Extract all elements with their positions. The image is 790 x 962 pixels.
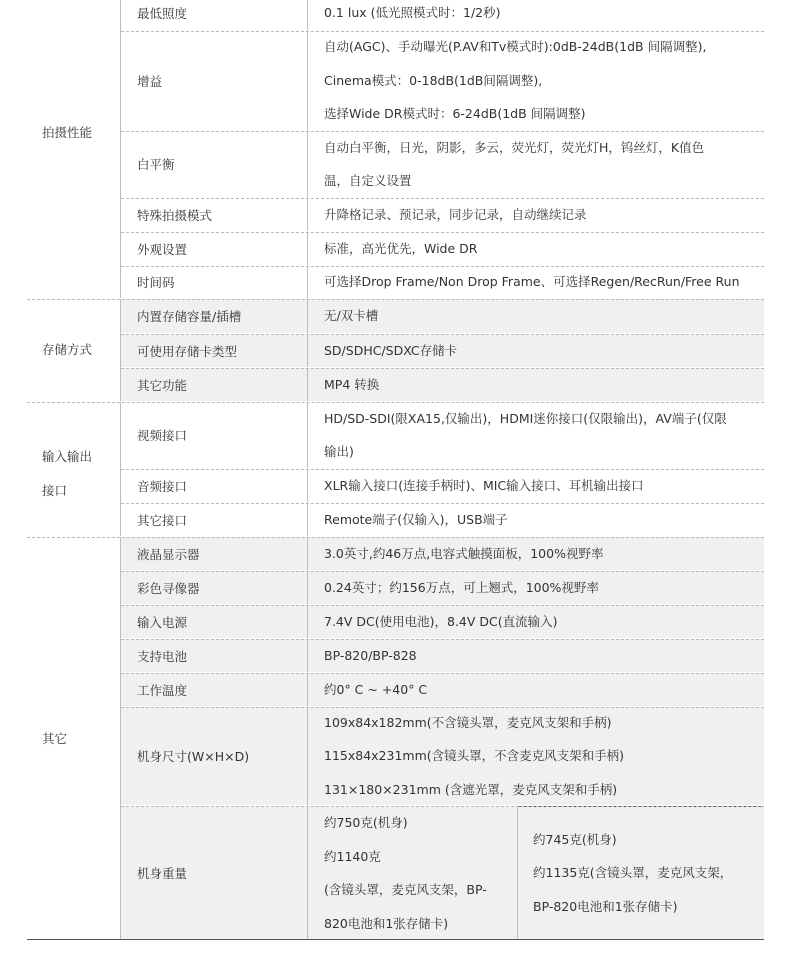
spec-value-line: 升降格记录、预记录，同步记录，自动继续记录: [324, 206, 587, 222]
column-divider: [307, 368, 308, 401]
spec-value: [324, 402, 754, 469]
column-divider: [307, 334, 308, 367]
spec-row: [121, 673, 764, 706]
spec-value-line: 约745克(机身): [533, 831, 617, 847]
spec-value-line: MP4 转换: [324, 376, 380, 392]
spec-label: 音频接口: [137, 478, 188, 494]
spec-label: 其它接口: [137, 512, 188, 528]
spec-value: [324, 639, 754, 673]
row-separator: [121, 334, 764, 335]
spec-value-line: XLR输入接口(连接手柄时)、MIC输入接口、耳机输出接口: [324, 477, 644, 493]
spec-value: [324, 30, 754, 131]
spec-section: [27, 299, 121, 401]
spec-value-line: 约0° C ~ +40° C: [324, 681, 428, 697]
row-separator: [121, 198, 764, 199]
spec-value-line: 输出): [324, 444, 354, 459]
column-divider: [307, 469, 308, 502]
spec-row: [121, 368, 764, 401]
spec-value: [324, 605, 754, 639]
spec-row: [121, 806, 764, 940]
spec-value-line: BP-820/BP-828: [324, 647, 417, 663]
spec-label: 支持电池: [137, 648, 188, 664]
spec-value: [324, 232, 754, 266]
spec-row: [121, 266, 764, 298]
column-divider: [307, 503, 308, 536]
spec-value: [324, 299, 754, 333]
section-separator: [27, 402, 764, 403]
spec-row: [121, 469, 764, 502]
row-separator: [121, 131, 764, 132]
spec-row: [121, 0, 764, 30]
spec-label: 输入电源: [137, 614, 188, 630]
spec-label: 时间码: [137, 275, 175, 290]
spec-value-line: 820电池和1张存储卡): [324, 915, 449, 931]
spec-value-line: SD/SDHC/SDXC存储卡: [324, 342, 458, 358]
spec-value-line: 131×180×231mm (含遮光罩，麦克风支架和手柄): [324, 781, 618, 797]
spec-label: 内置存储容量/插槽: [137, 309, 242, 324]
column-divider: [307, 402, 308, 468]
spec-label: 视频接口: [137, 428, 188, 443]
spec-value-line: 约1140克: [324, 848, 381, 864]
spec-label: 机身尺寸(W×H×D): [137, 749, 250, 764]
spec-section: [27, 537, 121, 940]
spec-label: 彩色寻像器: [137, 580, 200, 596]
section-separator: [27, 299, 764, 300]
spec-value-line: 约750克(机身): [324, 815, 408, 830]
spec-value-line: 无/双卡槽: [324, 308, 379, 324]
row-separator: [121, 571, 764, 572]
spec-value-line: 115x84x231mm(含镜头罩，不含麦克风支架和手柄): [324, 748, 625, 764]
spec-table: [27, 0, 764, 940]
spec-value-line: 109x84x182mm(不含镜头罩，麦克风支架和手柄): [324, 714, 612, 730]
spec-value-line: 自动白平衡，日光，阴影，多云，荧光灯，荧光灯H，钨丝灯，K值色: [324, 139, 705, 155]
column-divider: [307, 0, 308, 30]
spec-row: [121, 605, 764, 638]
spec-value-line: 自动(AGC)、手动曝光(P.AV和Tv模式时):0dB-24dB(1dB 间隔调整),: [324, 39, 707, 55]
weight-with-grip: [533, 823, 732, 924]
spec-value: [324, 537, 754, 571]
spec-row: [121, 198, 764, 231]
spec-value: [324, 503, 754, 537]
spec-label: 白平衡: [137, 157, 175, 172]
column-divider: [307, 707, 308, 805]
spec-value-line: HD/SD-SDI(限XA15,仅输出)，HDMI迷你接口(仅限输出)，AV端子(仅限: [324, 410, 727, 426]
spec-row: [121, 131, 764, 197]
row-separator: [121, 707, 764, 708]
spec-row: [121, 503, 764, 536]
column-divider: [307, 266, 308, 298]
section-separator: [27, 537, 764, 538]
row-separator: [121, 806, 764, 807]
column-divider: [307, 198, 308, 231]
spec-row: [121, 707, 764, 805]
spec-row: [121, 571, 764, 604]
weight-without-grip: [324, 806, 487, 940]
column-divider: [307, 673, 308, 706]
spec-value-line: BP-820电池和1张存储卡): [533, 898, 678, 914]
spec-row: [121, 334, 764, 367]
column-divider: [307, 639, 308, 672]
spec-value: [324, 0, 754, 30]
row-separator: [121, 368, 764, 369]
column-divider: [517, 806, 518, 940]
spec-label: 增益: [137, 73, 163, 89]
spec-label: 特殊拍摄模式: [137, 207, 213, 223]
spec-row: [121, 31, 764, 130]
spec-section: [27, 402, 121, 536]
row-separator: [121, 673, 764, 674]
spec-value-line: 约1135克(含镜头罩，麦克风支架，: [533, 865, 733, 881]
row-separator: [121, 639, 764, 640]
column-divider: [307, 31, 308, 130]
spec-value-line: 选择Wide DR模式时：6-24dB(1dB 间隔调整): [324, 106, 586, 122]
spec-value: [324, 673, 754, 707]
spec-value-line: (含镜头罩，麦克风支架，BP-: [324, 882, 487, 897]
column-divider: [307, 299, 308, 333]
spec-value-line: 可选择Drop Frame/Non Drop Frame、可选择Regen/RecRun/Free Run: [324, 274, 740, 290]
spec-value-line: 3.0英寸,约46万点,电容式触摸面板，100%视野率: [324, 545, 604, 561]
column-divider: [307, 571, 308, 604]
spec-value: [324, 334, 754, 368]
spec-label: 机身重量: [137, 866, 188, 881]
section-title: 拍摄性能: [42, 125, 93, 140]
spec-value: [324, 469, 754, 503]
column-divider: [307, 537, 308, 570]
section-title: 其它: [42, 730, 68, 746]
spec-value: [324, 198, 754, 232]
row-separator: [121, 469, 764, 470]
spec-label: 液晶显示器: [137, 546, 200, 562]
spec-section: [27, 0, 121, 298]
spec-row: [121, 232, 764, 265]
spec-row: [121, 299, 764, 333]
row-separator: [121, 605, 764, 606]
spec-value-line: 7.4V DC(使用电池)，8.4V DC(直流输入): [324, 613, 558, 629]
spec-label: 可使用存储卡类型: [137, 343, 238, 359]
spec-label: 最低照度: [137, 6, 188, 21]
spec-value: [324, 131, 754, 198]
spec-value-line: 标准，高光优先，Wide DR: [324, 240, 478, 256]
spec-row: [121, 639, 764, 672]
row-separator: [121, 503, 764, 504]
row-separator: [121, 232, 764, 233]
section-title: 存储方式: [42, 342, 93, 357]
spec-row: [121, 537, 764, 570]
spec-value: [324, 706, 754, 807]
spec-row: [121, 402, 764, 468]
row-separator: [121, 266, 764, 267]
section-title: 输入输出 接口: [42, 449, 93, 498]
row-separator: [121, 31, 764, 32]
spec-value-line: Cinema模式：0-18dB(1dB间隔调整),: [324, 72, 543, 88]
spec-value: [324, 265, 754, 299]
spec-label: 工作温度: [137, 682, 188, 698]
spec-value-line: 0.1 lux (低光照模式时：1/2秒): [324, 5, 501, 21]
spec-value: [324, 571, 754, 605]
spec-value-line: 0.24英寸；约156万点，可上翘式，100%视野率: [324, 579, 599, 595]
column-divider: [307, 605, 308, 638]
column-divider: [307, 806, 308, 940]
column-divider: [307, 232, 308, 265]
spec-label: 外观设置: [137, 241, 188, 257]
spec-value: [324, 368, 754, 402]
spec-value-line: Remote端子(仅输入)，USB端子: [324, 511, 508, 527]
column-divider: [307, 131, 308, 197]
spec-label: 其它功能: [137, 377, 188, 393]
table-bottom-border: [27, 939, 764, 940]
spec-value-line: 温，自定义设置: [324, 173, 412, 188]
